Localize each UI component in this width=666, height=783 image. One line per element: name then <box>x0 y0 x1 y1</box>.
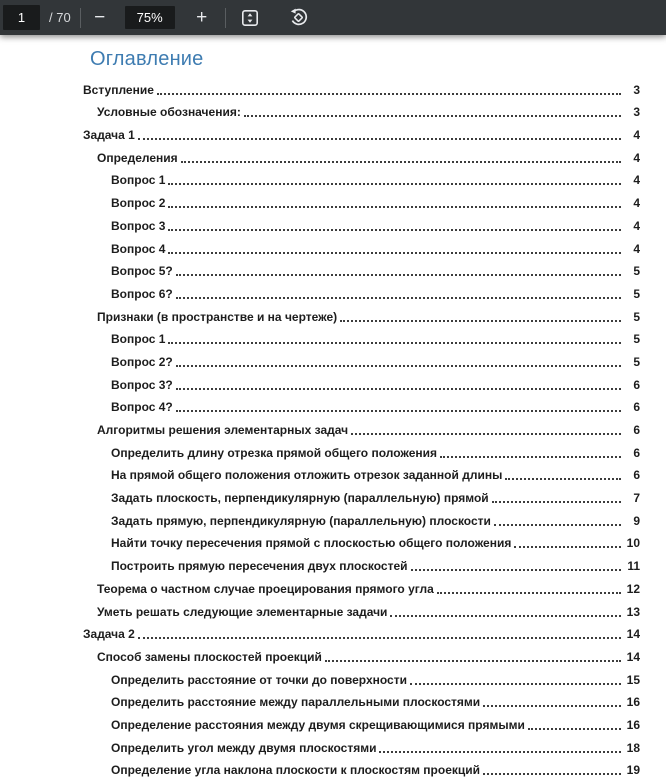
toc-entry[interactable] <box>0 214 640 237</box>
toc-dot-leader <box>176 297 621 299</box>
toc-page-number: 6 <box>633 400 640 415</box>
toc-dot-leader <box>390 615 621 617</box>
toc-entry[interactable] <box>0 123 640 146</box>
toc-dot-leader <box>168 342 621 344</box>
toc-dot-leader <box>138 138 621 140</box>
toc-dot-leader <box>340 320 621 322</box>
toc-page-number: 7 <box>633 491 640 506</box>
toc-dot-leader <box>528 728 621 730</box>
toc-page-number: 13 <box>626 604 640 619</box>
toc-page-number: 6 <box>633 377 640 392</box>
toc-entry-label: Задать плоскость, перпендикулярную (параллельную) прямой <box>111 491 489 506</box>
toc-entry-label: Вопрос 3 <box>111 218 166 233</box>
toc-dot-leader <box>157 93 621 95</box>
toc-dot-leader <box>505 478 621 480</box>
toc-entry[interactable] <box>0 418 640 441</box>
toc-entry-label: Найти точку пересечения прямой с плоскостью общего положения <box>111 536 512 551</box>
toolbar-divider <box>225 8 226 28</box>
toc-dot-leader <box>325 660 621 662</box>
toc-entry-label: Вопрос 2? <box>111 354 173 369</box>
toc-entry-label: На прямой общего положения отложить отрезок заданной длины <box>111 468 503 483</box>
toc-page-number: 3 <box>633 105 640 120</box>
toc-page-number: 4 <box>633 196 640 211</box>
toc-entry-label: Определение угла наклона плоскости к плоскостям проекций <box>111 763 481 778</box>
toc-entry-label: Вопрос 1 <box>111 332 166 347</box>
toc-dot-leader <box>411 569 622 571</box>
toc-entry[interactable] <box>0 305 640 328</box>
toc-entry-label: Задача 2 <box>83 627 135 642</box>
toc-entry-label: Определить расстояние между параллельными плоскостями <box>111 695 481 710</box>
toc-dot-leader <box>244 115 621 117</box>
toc-entry-label: Вопрос 3? <box>111 377 173 392</box>
toc-entry[interactable] <box>0 509 640 532</box>
toc-entry[interactable] <box>0 713 640 736</box>
toc-entry-label: Условные обозначения: <box>97 105 241 120</box>
toc-dot-leader <box>410 683 621 685</box>
toc-entry[interactable] <box>0 441 640 464</box>
toc-entry[interactable] <box>0 668 640 691</box>
toc-dot-leader <box>176 365 621 367</box>
toc-entry[interactable] <box>0 78 640 101</box>
toc-dot-leader <box>483 705 621 707</box>
toc-page-number: 6 <box>633 423 640 437</box>
pdf-toolbar <box>0 0 666 35</box>
toc-entry-label: Алгоритмы решения элементарных задач <box>97 423 349 437</box>
toc-page-number: 4 <box>633 128 640 143</box>
table-of-contents <box>0 78 666 781</box>
toc-entry-label: Вопрос 4? <box>111 400 173 415</box>
toc-dot-leader <box>168 252 621 254</box>
toc-entry[interactable] <box>0 759 640 782</box>
toc-entry-label: Определения <box>97 150 178 165</box>
toc-page-number: 5 <box>633 286 640 301</box>
toc-page-number: 5 <box>633 264 640 279</box>
toc-page-number: 5 <box>633 309 640 324</box>
toc-entry-label: Вопрос 4 <box>111 241 166 256</box>
toc-entry[interactable] <box>0 146 640 169</box>
toc-dot-leader <box>492 501 621 503</box>
toc-entry-label: Вопрос 2 <box>111 196 166 211</box>
toc-dot-leader <box>181 161 621 163</box>
toc-entry[interactable] <box>0 328 640 351</box>
toc-entry-label: Построить прямую пересечения двух плоскостей <box>111 559 408 574</box>
toc-entry[interactable] <box>0 554 640 577</box>
toc-dot-leader <box>379 751 621 753</box>
toc-dot-leader <box>494 524 621 526</box>
toc-page-number: 4 <box>633 218 640 233</box>
pdf-page <box>0 48 666 783</box>
page-number-input[interactable] <box>3 5 40 30</box>
toc-entry[interactable] <box>0 623 640 646</box>
toc-entry-label: Определить расстояние от точки до поверхности <box>111 672 407 687</box>
page-count-label: / 70 <box>49 10 71 25</box>
toc-entry-label: Вопрос 6? <box>111 286 173 301</box>
toc-dot-leader <box>176 410 621 412</box>
toc-dot-leader <box>168 229 621 231</box>
toc-dot-leader <box>176 274 621 276</box>
toc-page-number: 15 <box>626 672 640 687</box>
toc-page-number: 4 <box>633 150 640 165</box>
toc-entry-label: Задать прямую, перпендикулярную (параллельную) плоскости <box>111 513 491 528</box>
toc-entry-label: Вступление <box>83 82 154 97</box>
toc-entry-label: Способ замены плоскостей проекций <box>97 649 322 664</box>
toc-dot-leader <box>168 183 621 185</box>
toc-page-number: 12 <box>626 581 640 596</box>
toc-page-number: 16 <box>626 717 640 732</box>
toc-title: Оглавление <box>90 48 204 70</box>
toc-entry[interactable] <box>0 736 640 759</box>
toc-entry[interactable] <box>0 350 640 373</box>
toc-page-number: 6 <box>633 468 640 483</box>
zoom-level-display: 75% <box>125 6 175 29</box>
toc-page-number: 11 <box>627 559 640 574</box>
toc-entry-label: Теорема о частном случае проецирования прямого угла <box>97 581 434 596</box>
toc-page-number: 14 <box>626 627 640 642</box>
toc-dot-leader <box>483 773 621 775</box>
toc-page-number: 5 <box>633 332 640 347</box>
rotate-button[interactable] <box>285 4 313 32</box>
toc-page-number: 4 <box>633 241 640 256</box>
toc-entry[interactable] <box>0 237 640 260</box>
toc-entry[interactable] <box>0 600 640 623</box>
toc-entry[interactable] <box>0 191 640 214</box>
toc-dot-leader <box>176 388 621 390</box>
toc-entry[interactable] <box>0 169 640 192</box>
toc-entry[interactable] <box>0 486 640 509</box>
toc-page-number: 3 <box>633 82 640 97</box>
toolbar-divider <box>80 8 81 28</box>
zoom-in-button[interactable]: + <box>188 4 216 32</box>
toc-page-number: 4 <box>633 173 640 188</box>
toc-dot-leader <box>168 206 621 208</box>
toc-dot-leader <box>440 456 621 458</box>
toc-page-number: 6 <box>633 445 640 460</box>
toc-entry[interactable] <box>0 396 640 419</box>
toc-entry[interactable] <box>0 532 640 555</box>
toc-entry[interactable] <box>0 260 640 283</box>
toc-dot-leader <box>514 546 621 548</box>
toc-entry[interactable] <box>0 373 640 396</box>
fit-to-page-button[interactable] <box>236 4 264 32</box>
toc-page-number: 19 <box>626 763 640 778</box>
toc-dot-leader <box>138 637 621 639</box>
toc-page-number: 18 <box>626 740 640 755</box>
toc-page-number: 5 <box>633 354 640 369</box>
toc-entry[interactable] <box>0 577 640 600</box>
toc-page-number: 9 <box>633 513 640 528</box>
toc-entry-label: Определить угол между двумя плоскостями <box>111 740 377 755</box>
toc-dot-leader <box>437 592 621 594</box>
toc-entry-label: Уметь решать следующие элементарные задачи <box>97 604 388 619</box>
toc-page-number: 10 <box>626 536 640 551</box>
toc-page-number: 14 <box>626 649 640 664</box>
toc-entry[interactable] <box>0 691 640 714</box>
fit-to-page-icon <box>241 9 259 27</box>
toc-entry[interactable] <box>0 101 640 124</box>
zoom-out-button[interactable]: − <box>86 4 114 32</box>
toc-entry[interactable] <box>0 464 640 487</box>
toc-entry-label: Вопрос 5? <box>111 264 173 279</box>
toc-dot-leader <box>351 433 621 435</box>
toc-entry[interactable] <box>0 645 640 668</box>
toc-entry[interactable] <box>0 282 640 305</box>
toc-entry-label: Признаки (в пространстве и на чертеже) <box>97 309 338 324</box>
toc-entry-label: Определение расстояния между двумя скрещивающимися прямыми <box>111 717 525 732</box>
rotate-counterclockwise-icon <box>289 8 308 27</box>
toc-page-number: 16 <box>626 695 640 710</box>
toc-entry-label: Задача 1 <box>83 128 135 143</box>
toc-entry-label: Определить длину отрезка прямой общего положения <box>111 445 438 460</box>
toc-entry-label: Вопрос 1 <box>111 173 166 188</box>
